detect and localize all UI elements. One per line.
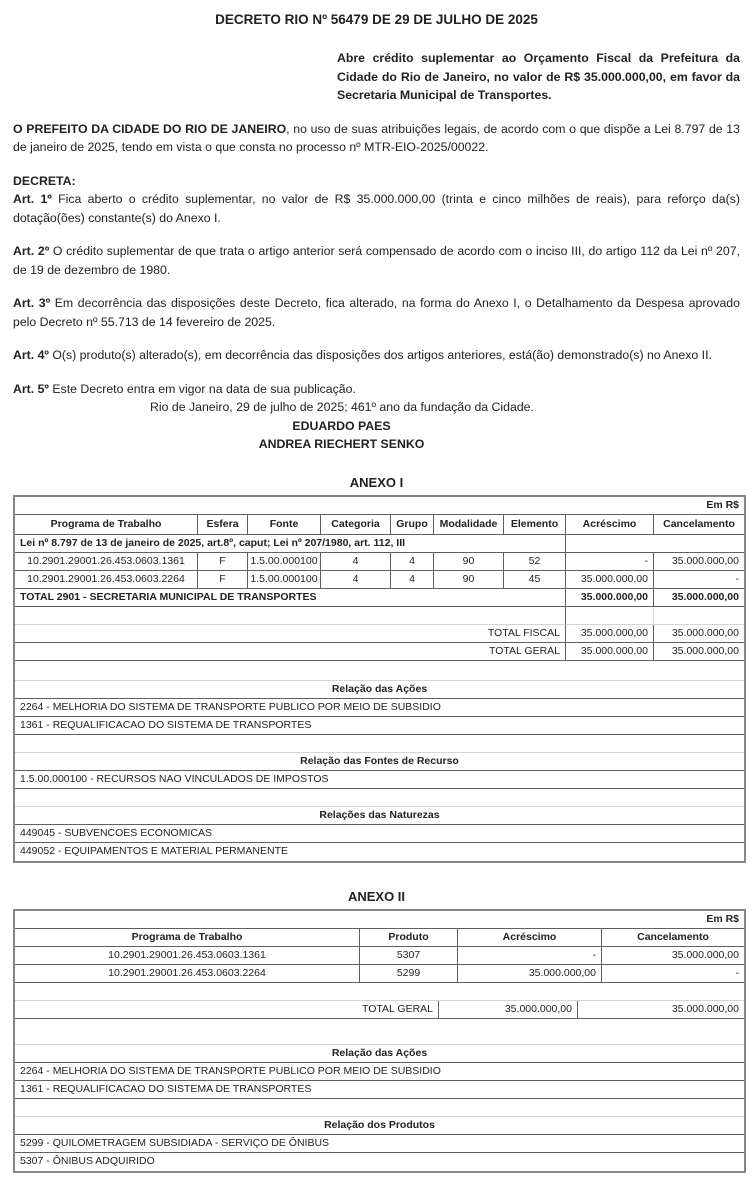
cell-fonte: 1.5.00.000100	[248, 571, 321, 589]
spacer-row	[15, 661, 744, 681]
spacer-cell	[654, 607, 744, 625]
cell-esfera: F	[198, 553, 248, 571]
total-geral-row	[15, 1001, 744, 1019]
signature-mayor: EDUARDO PAES	[292, 418, 391, 433]
section-header-row	[15, 681, 744, 699]
article-5-text: Este Decreto entra em vigor na data de sua publicação.	[48, 381, 356, 396]
total-geral-acrescimo: 35.000.000,00	[566, 643, 654, 661]
col-header-esfera: Esfera	[198, 515, 248, 535]
anexo2-table	[13, 909, 746, 1173]
total-geral-label: TOTAL GERAL	[15, 1001, 439, 1019]
total-geral-row	[15, 643, 744, 661]
spacer-cell	[15, 1099, 744, 1117]
signature-block	[13, 417, 670, 453]
cell-elemento: 45	[504, 571, 566, 589]
cell-produto: 5307	[360, 947, 458, 965]
decreta-and-article-1	[13, 172, 740, 228]
article-1-label: Art. 1º	[13, 192, 52, 206]
total-fiscal-row	[15, 625, 744, 643]
cell-programa: 10.2901.29001.26.453.0603.2264	[15, 571, 198, 589]
cell-grupo: 4	[391, 571, 434, 589]
section-header-row	[15, 1117, 744, 1135]
currency-note: Em R$	[15, 911, 744, 929]
list-item	[15, 699, 744, 717]
col-header-acrescimo: Acréscimo	[566, 515, 654, 535]
cell-cancelamento: -	[602, 965, 744, 983]
col-header-fonte: Fonte	[248, 515, 321, 535]
law-note: Lei nº 8.797 de 13 de janeiro de 2025, art.8º, caput; Lei nº 207/1980, art. 112, III	[15, 535, 566, 553]
list-item	[15, 843, 744, 861]
list-item	[15, 1063, 744, 1081]
total-fiscal-acrescimo: 35.000.000,00	[566, 625, 654, 643]
cell-programa: 10.2901.29001.26.453.0603.2264	[15, 965, 360, 983]
article-4	[13, 346, 740, 365]
cell-categoria: 4	[321, 553, 391, 571]
spacer-row	[15, 1019, 744, 1045]
article-5-label: Art. 5º	[13, 381, 49, 396]
col-header-grupo: Grupo	[391, 515, 434, 535]
cell-programa: 10.2901.29001.26.453.0603.1361	[15, 947, 360, 965]
col-header-acrescimo: Acréscimo	[458, 929, 602, 947]
spacer-row	[15, 735, 744, 753]
article-4-label: Art. 4º	[13, 348, 49, 362]
section-title-produtos: Relação dos Produtos	[15, 1117, 744, 1135]
article-2-text: O crédito suplementar de que trata o artigo anterior será compensado de acordo com o inciso III, do artigo 112 da Lei nº 207, de 19 de dezembro de 1980.	[13, 244, 740, 277]
col-header-cancelamento: Cancelamento	[602, 929, 744, 947]
list-item	[15, 1135, 744, 1153]
total-fiscal-cancelamento: 35.000.000,00	[654, 625, 744, 643]
decree-title: DECRETO RIO Nº 56479 DE 29 DE JULHO DE 2025	[215, 12, 538, 27]
total-geral-cancelamento: 35.000.000,00	[654, 643, 744, 661]
article-3	[13, 294, 740, 331]
section-title-naturezas: Relações das Naturezas	[15, 807, 744, 825]
acao-item: 1361 - REQUALIFICACAO DO SISTEMA DE TRANSPORTES	[15, 1081, 744, 1099]
spacer-cell	[15, 607, 566, 625]
total-geral-label: TOTAL GERAL	[15, 643, 566, 661]
fonte-item: 1.5.00.000100 - RECURSOS NAO VINCULADOS DE IMPOSTOS	[15, 771, 744, 789]
cell-fonte: 1.5.00.000100	[248, 553, 321, 571]
cell-acrescimo: -	[566, 553, 654, 571]
total-secretaria-label: TOTAL 2901 - SECRETARIA MUNICIPAL DE TRANSPORTES	[15, 589, 566, 607]
section-title-acoes: Relação das Ações	[15, 1045, 744, 1063]
cell-modalidade: 90	[434, 553, 504, 571]
total-acrescimo: 35.000.000,00	[566, 589, 654, 607]
total-cancelamento: 35.000.000,00	[654, 589, 744, 607]
anexo2-title: ANEXO II	[347, 888, 406, 904]
signature-secretary: ANDREA RIECHERT SENKO	[258, 436, 425, 451]
acao-item: 2264 - MELHORIA DO SISTEMA DE TRANSPORTE PUBLICO POR MEIO DE SUBSIDIO	[15, 1063, 744, 1081]
produto-item: 5299 - QUILOMETRAGEM SUBSIDIADA - SERVIÇO DE ÔNIBUS	[15, 1135, 744, 1153]
total-geral-cancelamento: 35.000.000,00	[578, 1001, 744, 1019]
law-note-row	[15, 535, 744, 553]
acao-item: 1361 - REQUALIFICACAO DO SISTEMA DE TRANSPORTES	[15, 717, 744, 735]
cell-cancelamento: 35.000.000,00	[654, 553, 744, 571]
cell-elemento: 52	[504, 553, 566, 571]
cell-programa: 10.2901.29001.26.453.0603.1361	[15, 553, 198, 571]
table-row	[15, 947, 744, 965]
section-header-row	[15, 807, 744, 825]
article-3-text: Em decorrência das disposições deste Decreto, fica alterado, na forma do Anexo I, o Detalhamento da Despesa aprovado pelo Decreto nº 55.713 de 14 fevereiro de 2025.	[13, 296, 740, 329]
cell-produto: 5299	[360, 965, 458, 983]
table-row	[15, 965, 744, 983]
cell-acrescimo: 35.000.000,00	[566, 571, 654, 589]
cell-categoria: 4	[321, 571, 391, 589]
list-item	[15, 1081, 744, 1099]
col-header-programa: Programa de Trabalho	[15, 929, 360, 947]
col-header-programa: Programa de Trabalho	[15, 515, 198, 535]
cell-grupo: 4	[391, 553, 434, 571]
decreta-heading: DECRETA:	[13, 173, 76, 188]
article-2-label: Art. 2º	[13, 244, 50, 258]
spacer-cell	[15, 661, 744, 681]
col-header-elemento: Elemento	[504, 515, 566, 535]
section-header-row	[15, 1045, 744, 1063]
article-5-and-dateline	[13, 380, 740, 417]
preamble-rest: , no uso de suas atribuições legais, de acordo com o que dispõe a Lei 8.797 de 13 de janeiro de 2025, tendo em vista o que consta no processo nº MTR-EIO-2025/00022.	[13, 121, 740, 154]
article-4-text: O(s) produto(s) alterado(s), em decorrência das disposições dos artigos anteriores, está(ão) demonstrado(s) no Anexo II.	[48, 348, 712, 362]
spacer-row	[15, 983, 744, 1001]
anexo2-header-row	[15, 929, 744, 947]
spacer-cell	[566, 607, 654, 625]
decree-preamble	[13, 120, 740, 157]
spacer-cell	[15, 735, 744, 753]
cell-acrescimo: 35.000.000,00	[458, 965, 602, 983]
dateline: Rio de Janeiro, 29 de julho de 2025; 461º ano da fundação da Cidade.	[150, 400, 534, 414]
table-row	[15, 571, 744, 589]
cell-acrescimo: -	[458, 947, 602, 965]
law-note-empty-cell	[566, 535, 744, 553]
table-row	[15, 553, 744, 571]
cell-modalidade: 90	[434, 571, 504, 589]
article-3-label: Art. 3º	[13, 296, 51, 310]
cell-esfera: F	[198, 571, 248, 589]
spacer-cell	[15, 789, 744, 807]
currency-note: Em R$	[15, 497, 744, 515]
cell-cancelamento: 35.000.000,00	[602, 947, 744, 965]
preamble-subject: O PREFEITO DA CIDADE DO RIO DE JANEIRO	[13, 121, 287, 136]
article-1-text: Fica aberto o crédito suplementar, no valor de R$ 35.000.000,00 (trinta e cinco milhões de reais), para reforço da(s) dotação(ões) constante(s) do Anexo I.	[13, 192, 740, 225]
decree-summary: Abre crédito suplementar ao Orçamento Fiscal da Prefeitura da Cidade do Rio de Janeiro, no valor de R$ 35.000.000,00, em favor da Secretaria Municipal de Transportes.	[337, 51, 740, 102]
currency-note-row	[15, 911, 744, 929]
col-header-cancelamento: Cancelamento	[654, 515, 744, 535]
list-item	[15, 717, 744, 735]
total-geral-acrescimo: 35.000.000,00	[439, 1001, 578, 1019]
section-header-row	[15, 753, 744, 771]
natureza-item: 449052 - EQUIPAMENTOS E MATERIAL PERMANENTE	[20, 845, 289, 857]
section-title-fontes: Relação das Fontes de Recurso	[15, 753, 744, 771]
currency-note-row	[15, 497, 744, 515]
article-2	[13, 242, 740, 279]
section-title-acoes: Relação das Ações	[15, 681, 744, 699]
col-header-categoria: Categoria	[321, 515, 391, 535]
total-secretaria-row	[15, 589, 744, 607]
spacer-cell	[15, 983, 744, 1001]
anexo1-title: ANEXO I	[349, 474, 404, 490]
col-header-modalidade: Modalidade	[434, 515, 504, 535]
list-item	[15, 771, 744, 789]
decree-document	[0, 12, 753, 1173]
cell-cancelamento: -	[654, 571, 744, 589]
total-fiscal-label: TOTAL FISCAL	[15, 625, 566, 643]
anexo1-header-row	[15, 515, 744, 535]
natureza-item: 449045 - SUBVENCOES ECONOMICAS	[15, 825, 744, 843]
produto-item: 5307 - ÔNIBUS ADQUIRIDO	[20, 1155, 155, 1167]
anexo1-table	[13, 495, 746, 863]
list-item	[15, 1153, 744, 1171]
col-header-produto: Produto	[360, 929, 458, 947]
acao-item: 2264 - MELHORIA DO SISTEMA DE TRANSPORTE PUBLICO POR MEIO DE SUBSIDIO	[15, 699, 744, 717]
spacer-cell	[15, 1019, 744, 1045]
spacer-row	[15, 789, 744, 807]
list-item	[15, 825, 744, 843]
spacer-row	[15, 607, 744, 625]
spacer-row	[15, 1099, 744, 1117]
